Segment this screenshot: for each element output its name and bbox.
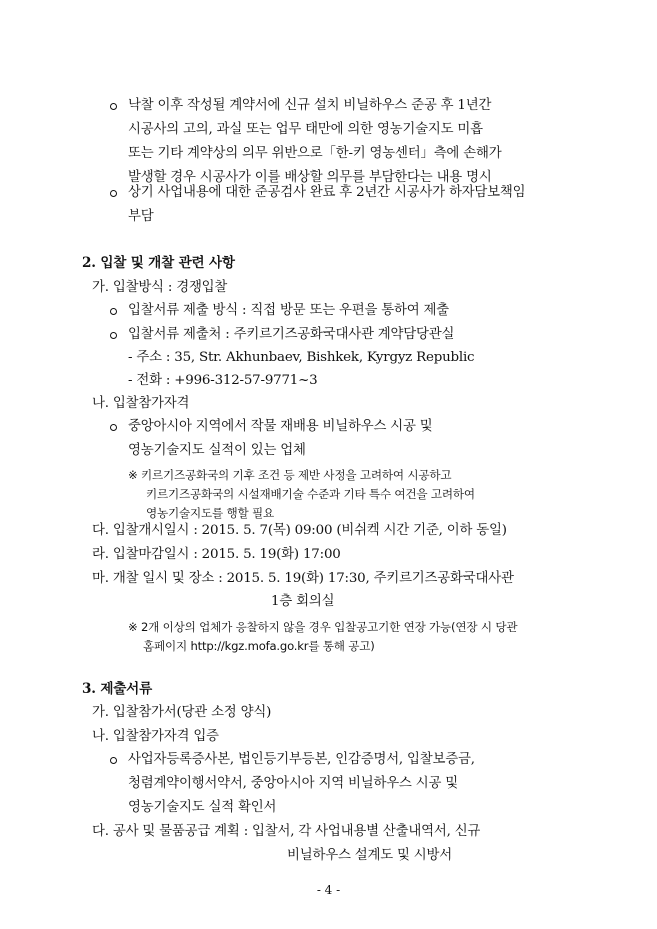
s2-ra: 라. 입찰마감일시 : 2015. 5. 19(화) 17:00 xyxy=(92,547,341,562)
s1-bullet2-line1: 상기 사업내용에 대한 준공검사 완료 후 2년간 시공사가 하자담보책임 xyxy=(128,185,526,200)
s3-na-bullet1-line1: 사업자등록증사본, 법인등기부등본, 인감증명서, 입찰보증금, xyxy=(128,752,475,767)
s2-da: 다. 입찰개시일시 : 2015. 5. 7(목) 09:00 (비쉬켁 시간 기준, 이하 동일) xyxy=(92,523,507,538)
s2-na-bullet1-line2: 영농기술지도 실적이 있는 업체 xyxy=(128,443,306,458)
s2-ga-bullet2: 입찰서류 제출처 : 주키르기즈공화국대사관 계약담당관실 xyxy=(128,327,455,342)
s2-address: - 주소 : 35, Str. Akhunbaev, Bishkek, Kyrgyz Republic xyxy=(128,350,475,365)
s2-note2-line1: ※ 2개 이상의 업체가 응찰하지 않을 경우 입찰공고기한 연장 가능(연장 시 당관 xyxy=(128,620,518,634)
bullet-circle-icon xyxy=(110,757,117,764)
s3-na-bullet1-line3: 영농기술지도 실적 확인서 xyxy=(128,800,277,815)
s1-bullet2-line2: 부담 xyxy=(128,209,154,224)
s3-ga: 가. 입찰참가서(당관 소정 양식) xyxy=(92,705,272,720)
bullet-circle-icon xyxy=(110,424,117,431)
s3-da: 다. 공사 및 물품공급 계획 : 입찰서, 각 사업내용별 산출내역서, 신규 xyxy=(92,824,481,839)
s3-da-cont: 비닐하우스 설계도 및 시방서 xyxy=(287,848,452,863)
bullet-circle-icon xyxy=(110,190,117,197)
s2-note2-line2: 홈페이지 http://kgz.mofa.go.kr를 통해 공고) xyxy=(143,639,375,653)
s2-note1-line3: 영농기술지도를 행할 필요 xyxy=(146,506,274,520)
s2-ga: 가. 입찰방식 : 경쟁입찰 xyxy=(92,280,228,295)
bullet-circle-icon xyxy=(110,332,117,339)
s2-note1-line2: 키르기즈공화국의 시설재배기술 수준과 기타 특수 여건을 고려하여 xyxy=(146,487,475,501)
bullet-circle-icon xyxy=(110,103,117,110)
page-number: - 4 - xyxy=(316,883,341,897)
section2-title: 2. 입찰 및 개찰 관련 사항 xyxy=(82,255,235,271)
section3-title: 3. 제출서류 xyxy=(82,681,153,697)
bullet-circle-icon xyxy=(110,308,117,315)
s2-phone: - 전화 : +996-312-57-9771~3 xyxy=(128,373,318,388)
s1-bullet1-line4: 발생할 경우 시공사가 이를 배상할 의무를 부담한다는 내용 명시 xyxy=(128,170,492,185)
s1-bullet1-line1: 낙찰 이후 작성될 계약서에 신규 설치 비닐하우스 준공 후 1년간 xyxy=(128,98,492,113)
s2-na: 나. 입찰참가자격 xyxy=(92,396,190,411)
s3-na-bullet1-line2: 청렴계약이행서약서, 중앙아시아 지역 비닐하우스 시공 및 xyxy=(128,776,458,791)
s1-bullet1-line3: 또는 기타 계약상의 의무 위반으로「한-키 영농센터」측에 손해가 xyxy=(128,146,502,161)
s2-ga-bullet1: 입찰서류 제출 방식 : 직접 방문 또는 우편을 통하여 제출 xyxy=(128,303,449,318)
s2-ma-cont: 1층 회의실 xyxy=(271,594,335,609)
s2-ma: 마. 개찰 일시 및 장소 : 2015. 5. 19(화) 17:30, 주키르기즈공화국대사관 xyxy=(92,571,514,586)
s1-bullet1-line2: 시공사의 고의, 과실 또는 업무 태만에 의한 영농기술지도 미흡 xyxy=(128,122,483,137)
s2-na-bullet1-line1: 중앙아시아 지역에서 작물 재배용 비닐하우스 시공 및 xyxy=(128,419,433,434)
s2-note1-line1: ※ 키르기즈공화국의 기후 조건 등 제반 사정을 고려하여 시공하고 xyxy=(128,468,452,482)
s3-na: 나. 입찰참가자격 입증 xyxy=(92,729,219,744)
